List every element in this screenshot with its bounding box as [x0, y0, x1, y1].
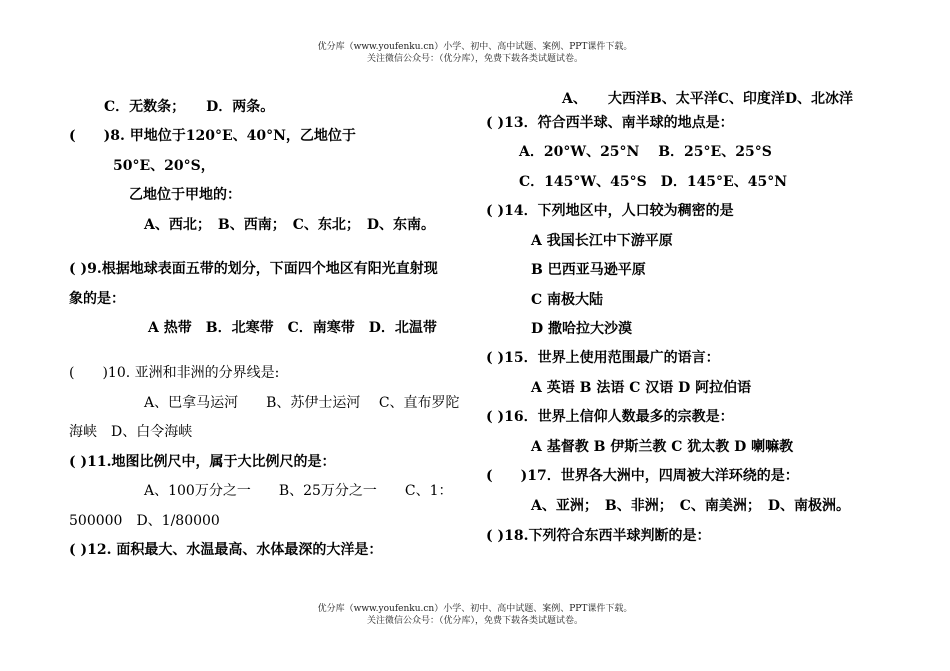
q11-options-continued: 500000 D、1/80000	[69, 513, 220, 529]
q9-stem: ( )9.根据地球表面五带的划分，下面四个地区有阳光直射现	[69, 261, 438, 277]
q14-option-a: A 我国长江中下游平原	[531, 233, 673, 249]
page-footer	[0, 603, 950, 627]
q16-stem: ( )16．世界上信仰人数最多的宗教是：	[486, 409, 734, 425]
q11-stem: ( )11.地图比例尺中，属于大比例尺的是：	[69, 454, 336, 470]
q14-option-c: C 南极大陆	[531, 292, 604, 308]
q13-stem: ( )13．符合西半球、南半球的地点是：	[486, 115, 734, 131]
footer-line-2: 关注微信公众号：（优分库），免费下载各类试题试卷。	[366, 616, 583, 626]
header-line-2: 关注微信公众号：（优分库），免费下载各类试题试卷。	[366, 54, 583, 64]
q8-stem: ( )8. 甲地位于120°E、40°N，乙地位于	[69, 128, 356, 144]
q14-option-b: B 巴西亚马逊平原	[531, 262, 646, 278]
q16-options: A 基督教 B 伊斯兰教 C 犹太教 D 喇嘛教	[531, 439, 794, 455]
q13-options-cd: C．145°W、45°S D．145°E、45°N	[519, 174, 787, 190]
q10-options: A、巴拿马运河 B、苏伊士运河 C、直布罗陀	[144, 395, 460, 411]
q7-options-cd: C．无数条； D．两条。	[104, 99, 275, 115]
footer-line-1: 优分库（www.youfenku.cn）小学、初中、高中试题、案例、PPT课件下载。	[317, 604, 633, 614]
q8-stem-continued: 50°E、20°S，	[113, 158, 215, 174]
q13-options-ab: A．20°W、25°N B．25°E、25°S	[519, 144, 772, 160]
q14-stem: ( )14．下列地区中，人口较为稠密的是	[486, 203, 734, 219]
q10-stem: ( )10. 亚洲和非洲的分界线是:	[69, 365, 280, 381]
q9-options: A 热带 B．北寒带 C．南寒带 D．北温带	[148, 320, 437, 336]
q10-options-continued: 海峡 D、白令海峡	[69, 424, 193, 440]
q9-stem-continued: 象的是：	[69, 291, 125, 307]
page-header	[0, 41, 950, 65]
q17-stem: ( )17．世界各大洲中，四周被大洋环绕的是：	[486, 468, 799, 484]
q15-options: A 英语 B 法语 C 汉语 D 阿拉伯语	[531, 380, 752, 396]
header-line-1: 优分库（www.youfenku.cn）小学、初中、高中试题、案例、PPT课件下载。	[317, 42, 633, 52]
q18-stem: ( )18.下列符合东西半球判断的是：	[486, 528, 711, 544]
q14-option-d: D 撒哈拉大沙漠	[531, 321, 633, 337]
q12-stem: ( )12. 面积最大、水温最高、水体最深的大洋是：	[69, 542, 383, 558]
q12-options: A、 大西洋B、太平洋C、印度洋D、北冰洋	[562, 91, 853, 107]
q17-options: A、亚洲； B、非洲； C、南美洲； D、南极洲。	[531, 498, 850, 514]
q8-options: A、西北； B、西南； C、东北； D、东南。	[144, 217, 435, 233]
q8-stem-continued-2: 乙地位于甲地的：	[129, 187, 241, 203]
q15-stem: ( )15．世界上使用范围最广的语言：	[486, 350, 720, 366]
q11-options: A、100万分之一 B、25万分之一 C、1：	[144, 483, 453, 499]
